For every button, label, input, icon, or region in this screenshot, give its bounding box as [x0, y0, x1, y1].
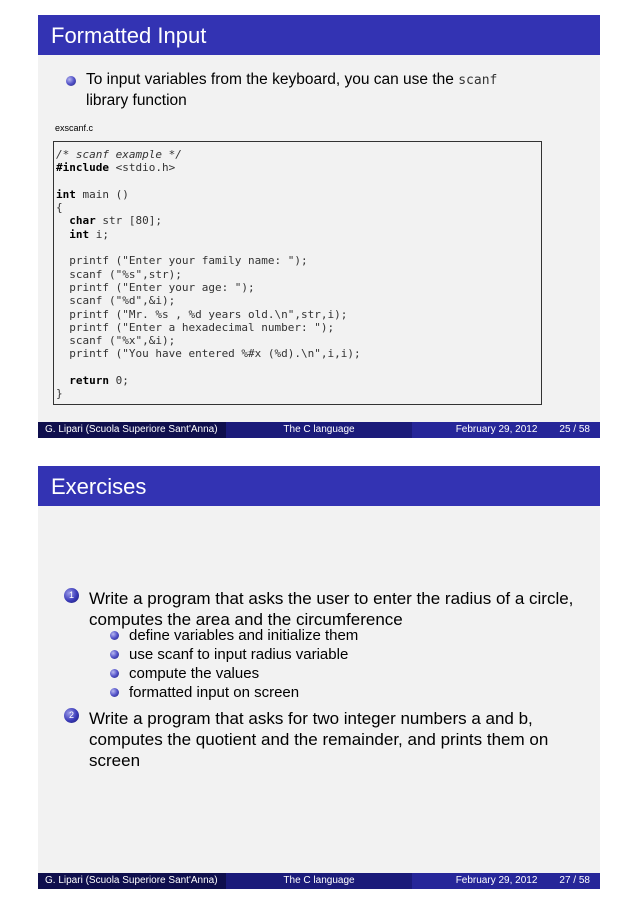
- code-keyword: int: [56, 187, 76, 201]
- sub-bullet-text: use scanf to input radius variable: [129, 646, 349, 663]
- slide-footer: [38, 422, 600, 438]
- code-keyword: #include: [56, 161, 109, 175]
- slide-title: Formatted Input: [51, 23, 207, 48]
- sub-bullet-text: compute the values: [129, 665, 260, 682]
- slide-footer: [38, 873, 600, 889]
- sub-bullet-text: formatted input on screen: [129, 684, 300, 701]
- footer-page-number: 25 / 58: [559, 424, 590, 435]
- code-text: i;: [89, 227, 109, 241]
- inline-code: scanf: [458, 73, 498, 88]
- bullet-icon: [110, 669, 119, 678]
- number-badge: 2: [64, 708, 79, 723]
- footer-title: The C language: [226, 422, 412, 438]
- code-block: [53, 141, 542, 405]
- footer-info: [412, 422, 600, 438]
- code-keyword: char: [56, 214, 96, 228]
- code-text: printf ("Mr. %s , %d years old.\n",str,i);: [56, 307, 348, 321]
- code-text: printf ("You have entered %#x (%d).\n",i,i);: [56, 347, 361, 361]
- bullet-icon: [66, 76, 76, 86]
- slide-exercises: [38, 466, 600, 889]
- sub-bullet-item: [110, 645, 348, 664]
- footer-page-number: 27 / 58: [559, 875, 590, 886]
- code-listing: [56, 148, 361, 401]
- code-text: str [80];: [95, 214, 162, 228]
- number-badge: 1: [64, 588, 79, 603]
- sub-bullet-item: [110, 664, 259, 683]
- footer-title: The C language: [226, 873, 412, 889]
- slide-formatted-input: [38, 15, 600, 438]
- code-text: printf ("Enter your family name: ");: [56, 254, 308, 268]
- code-keyword: int: [56, 227, 90, 241]
- code-keyword: return: [56, 374, 109, 388]
- sub-bullet-text: define variables and initialize them: [129, 627, 359, 644]
- footer-date: February 29, 2012: [455, 424, 538, 435]
- code-comment: /* scanf example */: [56, 148, 182, 161]
- sub-bullet-item: [110, 683, 299, 702]
- code-text: printf ("Enter your age: ");: [56, 280, 255, 294]
- footer-date: February 29, 2012: [455, 875, 538, 886]
- bullet-text: To input variables from the keyboard, you can use the: [86, 71, 454, 88]
- code-text: <stdio.h>: [108, 161, 176, 175]
- bullet-text-continued: library function: [86, 92, 187, 109]
- bullet-icon: [110, 688, 119, 697]
- code-text: 0;: [108, 374, 129, 388]
- enumerated-item: [64, 588, 584, 630]
- footer-info: [412, 873, 600, 889]
- sub-bullet-item: [110, 626, 358, 645]
- exercise-text: Write a program that asks the user to enter the radius of a circle, computes the area and the circumference: [89, 589, 574, 629]
- code-text: scanf ("%s",str);: [56, 267, 182, 281]
- enumerated-item: [64, 708, 564, 771]
- footer-author: G. Lipari (Scuola Superiore Sant'Anna): [38, 873, 226, 889]
- code-text: main (): [75, 187, 129, 201]
- code-text: printf ("Enter a hexadecimal number: ");: [56, 320, 335, 334]
- code-text: {: [56, 201, 63, 215]
- slide-title: Exercises: [51, 474, 147, 499]
- code-text: scanf ("%x",&i);: [56, 334, 176, 348]
- bullet-item: [86, 70, 556, 111]
- code-text: }: [56, 387, 63, 401]
- code-text: scanf ("%d",&i);: [56, 294, 176, 308]
- title-bar: [38, 466, 600, 506]
- footer-author: G. Lipari (Scuola Superiore Sant'Anna): [38, 422, 226, 438]
- bullet-icon: [110, 650, 119, 659]
- exercise-text: Write a program that asks for two integer numbers a and b, computes the quotient and the remainder, and prints them on screen: [89, 709, 549, 770]
- title-bar: [38, 15, 600, 55]
- bullet-icon: [110, 631, 119, 640]
- code-filename: exscanf.c: [55, 123, 94, 133]
